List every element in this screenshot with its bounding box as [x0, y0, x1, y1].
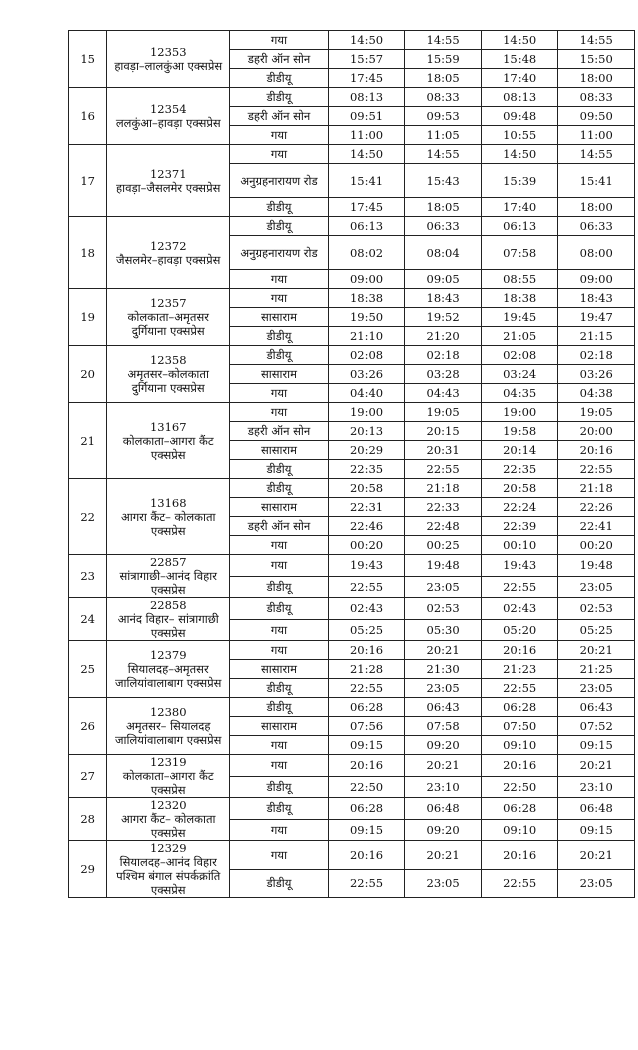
time-cell: 20:16 [481, 641, 558, 660]
time-cell: 05:20 [481, 619, 558, 641]
time-cell: 19:43 [481, 555, 558, 577]
timetable-body [69, 31, 635, 898]
train-cell [107, 798, 230, 841]
time-cell: 08:13 [481, 88, 558, 107]
time-cell: 03:26 [328, 365, 405, 384]
train-cell [107, 698, 230, 755]
station-cell: सासाराम [230, 365, 329, 384]
time-cell: 07:56 [328, 717, 405, 736]
time-cell: 20:16 [481, 755, 558, 777]
time-cell: 06:13 [481, 217, 558, 236]
station-cell: गया [230, 755, 329, 777]
time-cell: 08:33 [405, 88, 482, 107]
time-cell: 09:48 [481, 107, 558, 126]
time-cell: 07:58 [405, 717, 482, 736]
table-row [69, 698, 635, 717]
train-name: कोलकाता–आगरा कैंट एक्सप्रेस [122, 433, 214, 462]
time-cell: 22:24 [481, 498, 558, 517]
serial-number-cell: 18 [69, 217, 107, 289]
time-cell: 22:55 [481, 869, 558, 898]
train-cell [107, 403, 230, 479]
train-number: 12357 [149, 296, 187, 310]
time-cell: 08:33 [558, 88, 635, 107]
time-cell: 20:21 [405, 755, 482, 777]
train-number: 12371 [149, 166, 187, 181]
time-cell: 20:29 [328, 441, 405, 460]
time-cell: 06:28 [328, 698, 405, 717]
time-cell: 06:28 [481, 798, 558, 820]
train-name: अमृतसर–कोलकाता दुर्गियाना एक्सप्रेस [127, 367, 209, 395]
time-cell: 09:05 [405, 270, 482, 289]
table-row [69, 755, 635, 777]
time-cell: 23:10 [405, 776, 482, 798]
station-cell: गया [230, 270, 329, 289]
train-cell [107, 289, 230, 346]
serial-number-cell: 23 [69, 555, 107, 598]
time-cell: 22:55 [481, 576, 558, 598]
time-cell: 22:35 [481, 460, 558, 479]
station-cell: गया [230, 555, 329, 577]
time-cell: 09:10 [481, 736, 558, 755]
time-cell: 03:28 [405, 365, 482, 384]
time-cell: 22:39 [481, 517, 558, 536]
serial-number-cell: 20 [69, 346, 107, 403]
serial-number-cell: 26 [69, 698, 107, 755]
time-cell: 21:05 [481, 327, 558, 346]
serial-number-cell: 29 [69, 841, 107, 898]
time-cell: 09:20 [405, 819, 482, 841]
train-timetable [68, 30, 635, 898]
table-row [69, 88, 635, 107]
time-cell: 17:40 [481, 69, 558, 88]
time-cell: 18:43 [405, 289, 482, 308]
time-cell: 21:28 [328, 660, 405, 679]
time-cell: 06:33 [558, 217, 635, 236]
time-cell: 09:15 [328, 736, 405, 755]
time-cell: 22:55 [558, 460, 635, 479]
time-cell: 14:55 [558, 31, 635, 50]
time-cell: 22:55 [405, 460, 482, 479]
time-cell: 20:58 [328, 479, 405, 498]
train-number: 22857 [149, 555, 187, 569]
time-cell: 06:48 [405, 798, 482, 820]
time-cell: 20:16 [328, 841, 405, 870]
station-cell: गया [230, 384, 329, 403]
station-cell: डहरी ऑन सोन [230, 517, 329, 536]
time-cell: 06:33 [405, 217, 482, 236]
time-cell: 14:55 [558, 145, 635, 164]
time-cell: 17:45 [328, 69, 405, 88]
time-cell: 08:00 [558, 236, 635, 270]
time-cell: 20:21 [558, 841, 635, 870]
time-cell: 15:50 [558, 50, 635, 69]
time-cell: 09:00 [328, 270, 405, 289]
time-cell: 07:58 [481, 236, 558, 270]
time-cell: 20:21 [558, 641, 635, 660]
time-cell: 15:43 [405, 164, 482, 198]
station-cell: डीडीयू [230, 69, 329, 88]
table-row [69, 841, 635, 870]
station-cell: सासाराम [230, 441, 329, 460]
time-cell: 08:02 [328, 236, 405, 270]
time-cell: 19:50 [328, 308, 405, 327]
serial-number-cell: 17 [69, 145, 107, 217]
station-cell: अनुग्रहनारायण रोड [230, 236, 329, 270]
train-name: कोलकाता–आगरा कैंट एक्सप्रेस [122, 769, 214, 797]
train-cell [107, 31, 230, 88]
time-cell: 14:50 [481, 145, 558, 164]
serial-number-cell: 19 [69, 289, 107, 346]
train-number: 13168 [149, 495, 187, 510]
station-cell: डहरी ऑन सोन [230, 50, 329, 69]
time-cell: 17:45 [328, 198, 405, 217]
station-cell: डीडीयू [230, 798, 329, 820]
time-cell: 11:05 [405, 126, 482, 145]
train-number: 12329 [149, 841, 187, 855]
time-cell: 20:31 [405, 441, 482, 460]
table-row [69, 479, 635, 498]
time-cell: 06:28 [481, 698, 558, 717]
station-cell: डीडीयू [230, 869, 329, 898]
time-cell: 14:55 [405, 145, 482, 164]
train-name: हावड़ा–जैसलमेर एक्सप्रेस [116, 180, 221, 195]
time-cell: 18:05 [405, 198, 482, 217]
time-cell: 04:43 [405, 384, 482, 403]
time-cell: 02:08 [481, 346, 558, 365]
station-cell: डीडीयू [230, 679, 329, 698]
train-cell [107, 479, 230, 555]
time-cell: 19:47 [558, 308, 635, 327]
time-cell: 22:55 [328, 576, 405, 598]
time-cell: 10:55 [481, 126, 558, 145]
serial-number-cell: 16 [69, 88, 107, 145]
time-cell: 05:25 [558, 619, 635, 641]
time-cell: 21:15 [558, 327, 635, 346]
time-cell: 06:43 [558, 698, 635, 717]
time-cell: 11:00 [558, 126, 635, 145]
serial-number-cell: 27 [69, 755, 107, 798]
time-cell: 09:15 [558, 819, 635, 841]
train-name: सियालदह–आनंद विहार पश्चिम बंगाल संपर्कक्रांति एक्सप्रेस [116, 855, 221, 897]
time-cell: 05:30 [405, 619, 482, 641]
time-cell: 22:50 [481, 776, 558, 798]
time-cell: 21:10 [328, 327, 405, 346]
station-cell: अनुग्रहनारायण रोड [230, 164, 329, 198]
train-cell [107, 841, 230, 898]
table-row [69, 798, 635, 820]
time-cell: 19:00 [328, 403, 405, 422]
time-cell: 19:05 [405, 403, 482, 422]
station-cell: डीडीयू [230, 198, 329, 217]
train-number: 12379 [149, 648, 187, 662]
time-cell: 23:05 [558, 679, 635, 698]
time-cell: 15:39 [481, 164, 558, 198]
time-cell: 18:38 [328, 289, 405, 308]
station-cell: सासाराम [230, 498, 329, 517]
time-cell: 17:40 [481, 198, 558, 217]
table-row [69, 145, 635, 164]
time-cell: 14:50 [481, 31, 558, 50]
time-cell: 05:25 [328, 619, 405, 641]
time-cell: 04:40 [328, 384, 405, 403]
serial-number-cell: 22 [69, 479, 107, 555]
time-cell: 20:14 [481, 441, 558, 460]
time-cell: 21:25 [558, 660, 635, 679]
serial-number-cell: 21 [69, 403, 107, 479]
time-cell: 22:33 [405, 498, 482, 517]
time-cell: 23:05 [558, 869, 635, 898]
train-name: जैसलमेर–हावड़ा एक्सप्रेस [116, 252, 221, 267]
time-cell: 20:15 [405, 422, 482, 441]
time-cell: 19:00 [481, 403, 558, 422]
time-cell: 22:35 [328, 460, 405, 479]
time-cell: 02:53 [405, 598, 482, 620]
time-cell: 23:05 [558, 576, 635, 598]
time-cell: 15:57 [328, 50, 405, 69]
time-cell: 23:05 [405, 679, 482, 698]
station-cell: डीडीयू [230, 598, 329, 620]
train-name: सियालदह–अमृतसर जालियांवालाबाग एक्सप्रेस [115, 662, 222, 690]
time-cell: 20:16 [558, 441, 635, 460]
train-cell [107, 88, 230, 145]
train-name: हावड़ा–लालकुंआ एक्सप्रेस [114, 59, 223, 73]
serial-number-cell: 24 [69, 598, 107, 641]
train-cell [107, 641, 230, 698]
station-cell: गया [230, 403, 329, 422]
time-cell: 19:58 [481, 422, 558, 441]
station-cell: गया [230, 619, 329, 641]
serial-number-cell: 25 [69, 641, 107, 698]
time-cell: 09:50 [558, 107, 635, 126]
time-cell: 08:55 [481, 270, 558, 289]
station-cell: गया [230, 641, 329, 660]
time-cell: 22:48 [405, 517, 482, 536]
time-cell: 21:18 [405, 479, 482, 498]
station-cell: डीडीयू [230, 776, 329, 798]
train-number: 12380 [149, 705, 187, 719]
time-cell: 21:30 [405, 660, 482, 679]
station-cell: गया [230, 145, 329, 164]
time-cell: 00:20 [328, 536, 405, 555]
station-cell: डीडीयू [230, 479, 329, 498]
train-cell [107, 145, 230, 217]
serial-number-cell: 28 [69, 798, 107, 841]
time-cell: 00:20 [558, 536, 635, 555]
time-cell: 21:20 [405, 327, 482, 346]
time-cell: 20:58 [481, 479, 558, 498]
station-cell: डीडीयू [230, 88, 329, 107]
time-cell: 22:55 [328, 679, 405, 698]
train-name: अमृतसर– सियालदह जालियांवालाबाग एक्सप्रेस [115, 719, 222, 747]
time-cell: 20:00 [558, 422, 635, 441]
station-cell: गया [230, 126, 329, 145]
station-cell: गया [230, 289, 329, 308]
time-cell: 02:08 [328, 346, 405, 365]
train-name: सांत्रागाछी–आनंद विहार एक्सप्रेस [119, 569, 217, 597]
station-cell: डीडीयू [230, 698, 329, 717]
station-cell: डीडीयू [230, 346, 329, 365]
time-cell: 06:28 [328, 798, 405, 820]
time-cell: 20:16 [328, 755, 405, 777]
time-cell: 21:18 [558, 479, 635, 498]
train-number: 12320 [149, 798, 187, 812]
train-cell [107, 217, 230, 289]
time-cell: 18:05 [405, 69, 482, 88]
time-cell: 20:13 [328, 422, 405, 441]
train-number: 12353 [149, 45, 187, 59]
time-cell: 19:48 [405, 555, 482, 577]
time-cell: 04:35 [481, 384, 558, 403]
station-cell: गया [230, 736, 329, 755]
station-cell: डीडीयू [230, 576, 329, 598]
time-cell: 14:50 [328, 31, 405, 50]
time-cell: 18:00 [558, 198, 635, 217]
time-cell: 11:00 [328, 126, 405, 145]
train-cell [107, 598, 230, 641]
time-cell: 08:13 [328, 88, 405, 107]
train-number: 12354 [149, 102, 187, 116]
time-cell: 23:10 [558, 776, 635, 798]
time-cell: 23:05 [405, 869, 482, 898]
time-cell: 22:55 [481, 679, 558, 698]
table-row [69, 598, 635, 620]
time-cell: 14:55 [405, 31, 482, 50]
table-row [69, 31, 635, 50]
time-cell: 18:43 [558, 289, 635, 308]
train-cell [107, 555, 230, 598]
serial-number-cell: 15 [69, 31, 107, 88]
time-cell: 02:53 [558, 598, 635, 620]
train-name: ललकुंआ–हावड़ा एक्सप्रेस [115, 116, 221, 130]
time-cell: 09:15 [558, 736, 635, 755]
time-cell: 03:24 [481, 365, 558, 384]
table-row [69, 403, 635, 422]
time-cell: 06:13 [328, 217, 405, 236]
time-cell: 18:38 [481, 289, 558, 308]
station-cell: डहरी ऑन सोन [230, 107, 329, 126]
time-cell: 09:10 [481, 819, 558, 841]
time-cell: 20:21 [558, 755, 635, 777]
time-cell: 06:43 [405, 698, 482, 717]
station-cell: डीडीयू [230, 460, 329, 479]
time-cell: 22:46 [328, 517, 405, 536]
time-cell: 15:41 [558, 164, 635, 198]
time-cell: 19:05 [558, 403, 635, 422]
train-number: 22858 [149, 598, 187, 612]
station-cell: डीडीयू [230, 217, 329, 236]
time-cell: 07:50 [481, 717, 558, 736]
table-row [69, 641, 635, 660]
train-name: कोलकाता–अमृतसर दुर्गियाना एक्सप्रेस [127, 310, 209, 338]
station-cell: डहरी ऑन सोन [230, 422, 329, 441]
time-cell: 08:04 [405, 236, 482, 270]
time-cell: 06:48 [558, 798, 635, 820]
train-name: आगरा कैंट– कोलकाता एक्सप्रेस [120, 812, 216, 840]
time-cell: 00:25 [405, 536, 482, 555]
time-cell: 14:50 [328, 145, 405, 164]
time-cell: 22:55 [328, 869, 405, 898]
time-cell: 21:23 [481, 660, 558, 679]
station-cell: सासाराम [230, 660, 329, 679]
time-cell: 23:05 [405, 576, 482, 598]
time-cell: 04:38 [558, 384, 635, 403]
time-cell: 07:52 [558, 717, 635, 736]
time-cell: 02:18 [405, 346, 482, 365]
table-row [69, 289, 635, 308]
table-row [69, 217, 635, 236]
time-cell: 15:41 [328, 164, 405, 198]
station-cell: सासाराम [230, 308, 329, 327]
time-cell: 09:51 [328, 107, 405, 126]
time-cell: 19:43 [328, 555, 405, 577]
train-number: 13167 [149, 419, 187, 434]
station-cell: गया [230, 819, 329, 841]
time-cell: 09:53 [405, 107, 482, 126]
time-cell: 22:31 [328, 498, 405, 517]
time-cell: 22:50 [328, 776, 405, 798]
station-cell: डीडीयू [230, 327, 329, 346]
time-cell: 18:00 [558, 69, 635, 88]
time-cell: 19:52 [405, 308, 482, 327]
station-cell: गया [230, 841, 329, 870]
time-cell: 19:45 [481, 308, 558, 327]
time-cell: 09:00 [558, 270, 635, 289]
time-cell: 20:16 [481, 841, 558, 870]
time-cell: 20:21 [405, 841, 482, 870]
train-number: 12358 [149, 353, 187, 367]
train-name: आगरा कैंट– कोलकाता एक्सप्रेस [120, 509, 216, 538]
train-cell [107, 755, 230, 798]
time-cell: 22:26 [558, 498, 635, 517]
time-cell: 22:41 [558, 517, 635, 536]
time-cell: 09:20 [405, 736, 482, 755]
train-cell [107, 346, 230, 403]
station-cell: गया [230, 31, 329, 50]
train-name: आनंद विहार– सांत्रागाछी एक्सप्रेस [117, 612, 219, 640]
time-cell: 20:16 [328, 641, 405, 660]
time-cell: 00:10 [481, 536, 558, 555]
train-number: 12319 [149, 755, 187, 769]
time-cell: 19:48 [558, 555, 635, 577]
time-cell: 02:43 [328, 598, 405, 620]
time-cell: 03:26 [558, 365, 635, 384]
time-cell: 20:21 [405, 641, 482, 660]
time-cell: 15:59 [405, 50, 482, 69]
station-cell: सासाराम [230, 717, 329, 736]
table-row [69, 555, 635, 577]
time-cell: 15:48 [481, 50, 558, 69]
time-cell: 02:43 [481, 598, 558, 620]
train-number: 12372 [149, 238, 187, 253]
table-row [69, 346, 635, 365]
time-cell: 02:18 [558, 346, 635, 365]
time-cell: 09:15 [328, 819, 405, 841]
station-cell: गया [230, 536, 329, 555]
